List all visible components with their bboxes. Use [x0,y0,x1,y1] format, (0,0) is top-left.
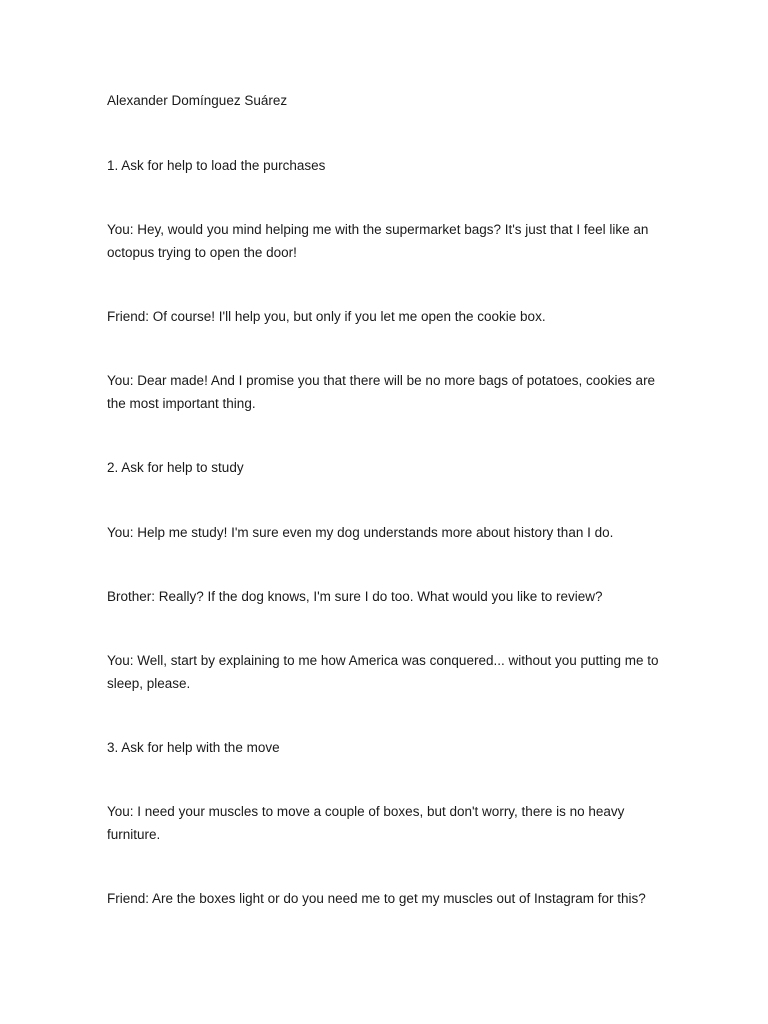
section-heading-3: 3. Ask for help with the move [107,740,280,755]
dialogue-line: Friend: Of course! I'll help you, but only if you let me open the cookie box. [107,309,546,324]
dialogue-line: Friend: Are the boxes light or do you need me to get my muscles out of Instagram for this? [107,891,646,906]
section-heading-1: 1. Ask for help to load the purchases [107,158,326,173]
dialogue-line: You: Dear made! And I promise you that there will be no more bags of potatoes, cookies are the most important thing. [107,373,656,411]
dialogue-line: You: Hey, would you mind helping me with the supermarket bags? It's just that I feel like an octopus trying to open the door! [107,222,649,260]
dialogue-line: You: Help me study! I'm sure even my dog understands more about history than I do. [107,525,614,540]
dialogue-line: You: Well, start by explaining to me how America was conquered... without you putting me to sleep, please. [107,653,659,691]
dialogue-line: You: I need your muscles to move a couple of boxes, but don't worry, there is no heavy furniture. [107,804,625,842]
dialogue-line: Brother: Really? If the dog knows, I'm sure I do too. What would you like to review? [107,589,603,604]
section-heading-2: 2. Ask for help to study [107,460,244,475]
author-name: Alexander Domínguez Suárez [107,93,288,108]
